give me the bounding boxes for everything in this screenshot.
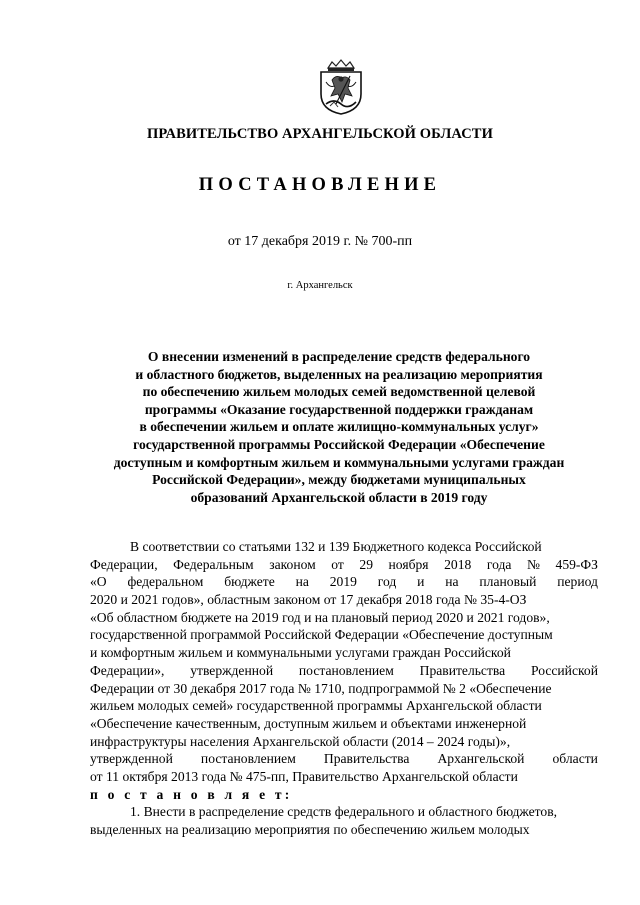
title-line: образований Архангельской области в 2019 году [190,489,488,505]
document-body [90,538,598,839]
body-word: период [557,574,598,590]
body-line [90,786,598,804]
body-word: области [552,751,598,767]
body-word: плановый [479,574,537,590]
arkhangelsk-coat-of-arms-icon [312,58,370,116]
body-text: «Об областном бюджете на 2019 год и на плановый период 2020 и 2021 годов», [90,609,550,625]
body-line [90,626,598,644]
body-line [90,750,598,768]
body-word: 2018 [444,556,472,572]
title-line: государственной программы Российской Федерации «Обеспечение [133,436,545,452]
body-word: Правительства [323,751,410,767]
body-line [90,573,598,591]
body-word: и [417,574,425,590]
body-word: бюджете [224,574,275,590]
body-word: на [295,574,309,590]
body-text: «Обеспечение качественным, доступным жильем и объектами инженерной [90,715,527,731]
body-text: от 11 октября 2013 года № 475-пп, Правительство Архангельской области [90,768,518,784]
government-name: ПРАВИТЕЛЬСТВО АРХАНГЕЛЬСКОЙ ОБЛАСТИ [147,126,493,142]
body-word: Правительства [419,662,506,678]
body-line [90,609,598,627]
body-line [90,662,598,680]
title-line: в обеспечении жильем и оплате жилищно-коммунальных услуг» [139,419,539,435]
body-word: законом [269,556,316,572]
body-word: Федерации, [90,556,158,572]
body-word: Российской [530,662,598,678]
title-line: и областного бюджетов, выделенных на реализацию мероприятия [135,366,543,382]
body-text: государственной программой Российской Федерации «Обеспечение доступным [90,627,553,643]
title-line: О внесении изменений в распределение средств федерального [147,349,531,364]
body-text: 1. Внести в распределение средств федерального и областного бюджетов, [130,804,558,820]
resolves-word: п о с т а н о в л я е т: [90,786,293,802]
body-text: выделенных на реализацию мероприятия по обеспечению жильем молодых [90,822,530,837]
body-word: года [486,556,512,572]
body-line [90,644,598,662]
title-line: доступным и комфортным жильем и коммунальными услугами граждан [113,454,565,470]
body-word: на [445,574,459,590]
body-line [90,591,598,609]
body-text: 2020 и 2021 годов», областным законом от 17 декабря 2018 года № 35-4-ОЗ [90,592,527,608]
body-word: постановлением [200,751,296,767]
body-word: от [331,556,344,572]
body-word: 459-ФЗ [555,556,598,572]
body-line [90,697,598,715]
body-text: Федерации от 30 декабря 2017 года № 1710, подпрограммой № 2 «Обеспечение [90,680,552,696]
body-word: утвержденной [90,751,173,767]
body-word: 29 [359,556,373,572]
body-word: год [377,574,397,590]
body-text: инфраструктуры населения Архангельской области (2014 – 2024 годы)», [90,733,511,749]
body-word: ноября [388,556,429,572]
body-word: постановлением [298,662,394,678]
title-line: Российской Федерации», между бюджетами муниципальных [152,472,526,488]
body-word: 2019 [329,574,357,590]
document-type: ПОСТАНОВЛЕНИЕ [198,175,442,195]
body-text: и комфортным жильем и коммунальными услугами граждан Российской [90,645,511,661]
body-line [90,733,598,751]
title-line: программы «Оказание государственной поддержки гражданам [144,401,534,417]
body-line [90,715,598,733]
body-text: жильем молодых семей» государственной программы Архангельской области [90,698,542,714]
body-line [90,538,598,556]
body-line [90,680,598,698]
body-word: Федерации», [90,662,165,678]
date-and-number: от 17 декабря 2019 г. № 700-пп [227,234,413,249]
body-word: «О [90,574,107,590]
body-word: федеральном [127,574,204,590]
body-word: Федеральным [173,556,254,572]
body-word: № [526,556,540,572]
body-line [90,821,598,839]
body-line [90,556,598,574]
city: г. Архангельск [287,280,353,291]
body-line [90,803,598,821]
body-word: Архангельской [437,751,525,767]
body-word: утвержденной [190,662,274,678]
body-line [90,768,598,786]
document-title [78,348,600,506]
title-line: по обеспечению жильем молодых семей ведомственной целевой [142,384,536,400]
body-text: В соответствии со статьями 132 и 139 Бюджетного кодекса Российской [130,539,542,554]
